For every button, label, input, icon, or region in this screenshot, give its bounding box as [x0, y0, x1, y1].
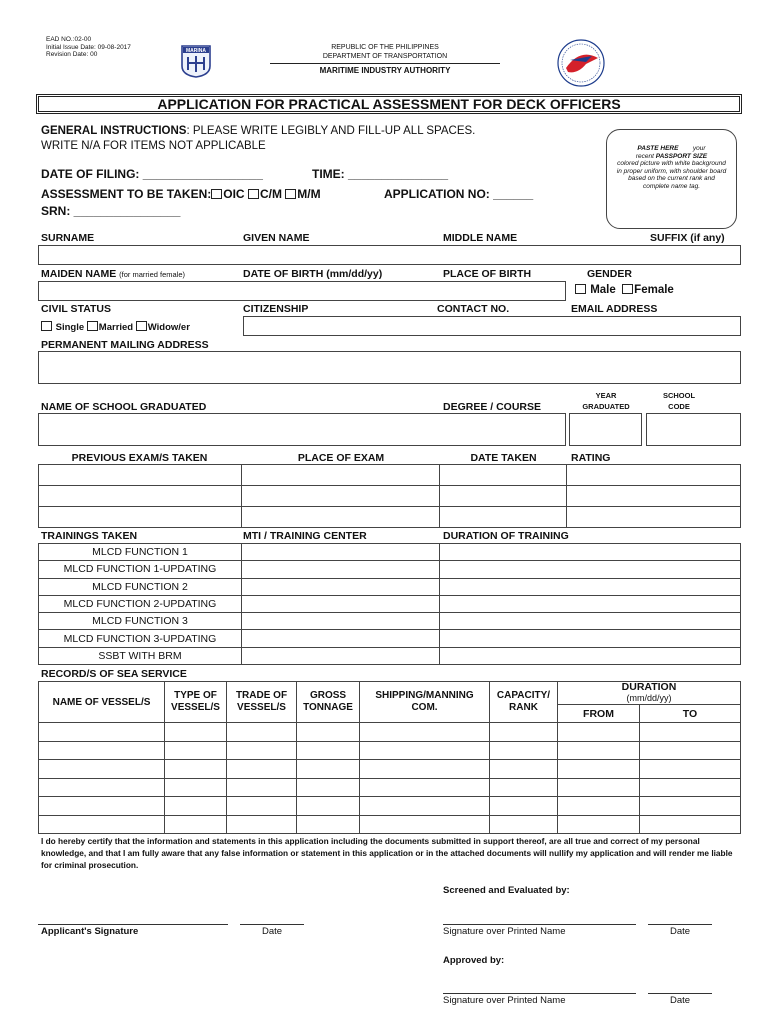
training-row[interactable]	[39, 613, 741, 630]
vessel-name-header: NAME OF VESSEL/S	[39, 682, 165, 723]
approved-label: Approved by:	[443, 955, 505, 966]
instructions-line1: : PLEASE WRITE LEGIBLY AND FILL-UP ALL SPACES.	[186, 125, 476, 137]
dotr-logo-icon	[556, 38, 606, 88]
training-row[interactable]	[39, 544, 741, 561]
mailing-label: PERMANENT MAILING ADDRESS	[41, 339, 209, 351]
date-of-filing[interactable]: DATE OF FILING: __________________	[41, 167, 263, 181]
contact-label: CONTACT NO.	[437, 303, 510, 315]
exam-row[interactable]	[39, 465, 741, 486]
exam-row[interactable]	[39, 486, 741, 507]
agency-text: MARITIME INDUSTRY AUTHORITY	[319, 66, 451, 75]
widow-label: Widow/er	[147, 322, 190, 333]
photo-rest: colored picture with white background in proper uniform, with shoulder board based on the current rank and complete name tag.	[616, 160, 727, 190]
suffix-label: SUFFIX (if any)	[650, 232, 725, 244]
school-input[interactable]	[38, 413, 566, 446]
applicant-signature-line[interactable]	[38, 924, 228, 925]
exam-row[interactable]	[39, 507, 741, 528]
citizenship-input-row[interactable]	[243, 316, 741, 336]
form-title: APPLICATION FOR PRACTICAL ASSESSMENT FOR DECK OFFICERS	[157, 96, 621, 112]
citizenship-label: CITIZENSHIP	[243, 303, 309, 315]
exams-table[interactable]	[38, 464, 741, 528]
screener-date-label: Date	[669, 926, 691, 937]
dotr-logo	[556, 38, 606, 88]
header-block	[270, 43, 500, 61]
given-name-label: GIVEN NAME	[243, 232, 310, 244]
paste-here: PASTE HERE	[637, 145, 679, 152]
instructions-line2: WRITE N/A FOR ITEMS NOT APPLICABLE	[41, 140, 266, 152]
vessel-trade-header: TRADE OF VESSEL/S	[227, 682, 297, 723]
issue-date: Initial Issue Date: 09-08-2017	[46, 43, 131, 51]
single-label: Single	[55, 322, 85, 333]
previous-exams-label: PREVIOUS EXAM/S TAKEN	[71, 452, 208, 464]
maiden-input-row[interactable]	[38, 281, 566, 301]
sea-service-table[interactable]	[38, 681, 741, 834]
screener-signature-line[interactable]	[443, 924, 636, 925]
capacity-header: CAPACITY/ RANK	[490, 682, 558, 723]
screener-printed-name: Signature over Printed Name	[443, 926, 566, 937]
training-row[interactable]	[39, 578, 741, 595]
marina-logo-icon	[180, 44, 212, 78]
sea-service-row[interactable]	[39, 741, 741, 760]
civil-status-options	[41, 321, 190, 333]
sea-service-row[interactable]	[39, 797, 741, 816]
training-name: MLCD FUNCTION 3-UPDATING	[39, 630, 242, 647]
school-code-input[interactable]	[646, 413, 741, 446]
time-field[interactable]: TIME: _______________	[312, 167, 449, 181]
mm-checkbox[interactable]	[285, 189, 296, 199]
widow-checkbox[interactable]	[136, 321, 147, 331]
photo-instructions	[615, 145, 728, 190]
single-checkbox[interactable]	[41, 321, 52, 331]
training-name: MLCD FUNCTION 2-UPDATING	[39, 595, 242, 612]
male-label: Male	[590, 284, 616, 296]
training-name: MLCD FUNCTION 3	[39, 613, 242, 630]
to-header: TO	[640, 705, 741, 723]
svg-text:MARINA: MARINA	[186, 48, 206, 54]
photo-passport: PASSPORT SIZE	[655, 152, 708, 160]
applicant-signature-label: Applicant's Signature	[41, 926, 139, 937]
rating-label: RATING	[571, 452, 611, 464]
middle-name-label: MIDDLE NAME	[443, 232, 518, 244]
female-checkbox[interactable]	[622, 284, 633, 294]
male-checkbox[interactable]	[575, 284, 586, 294]
married-label: Married	[98, 322, 134, 333]
sea-header-row	[39, 682, 741, 705]
oic-checkbox[interactable]	[211, 189, 222, 199]
department-text: DEPARTMENT OF TRANSPORTATION	[322, 53, 448, 60]
approver-date-label: Date	[669, 995, 691, 1006]
ead-number: EAD NO.:02-00	[46, 36, 92, 43]
screener-date-line[interactable]	[648, 924, 712, 925]
place-of-exam-label: PLACE OF EXAM	[297, 452, 385, 464]
school-code-label: SCHOOL CODE	[662, 391, 696, 411]
training-name: SSBT WITH BRM	[39, 647, 242, 664]
oic-label: OIC	[223, 187, 245, 201]
year-input[interactable]	[569, 413, 642, 446]
email-label: EMAIL ADDRESS	[571, 303, 658, 315]
training-name: MLCD FUNCTION 1	[39, 544, 242, 561]
pob-label: PLACE OF BIRTH	[443, 268, 532, 280]
photo-recent: recent	[635, 152, 654, 160]
sea-service-heading: RECORD/S OF SEA SERVICE	[41, 668, 187, 680]
approver-printed-name: Signature over Printed Name	[443, 995, 566, 1006]
approver-signature-line[interactable]	[443, 993, 636, 994]
approver-date-line[interactable]	[648, 993, 712, 994]
photo-box[interactable]	[606, 129, 737, 229]
sea-service-row[interactable]	[39, 815, 741, 834]
header-rule	[270, 63, 500, 64]
sea-service-row[interactable]	[39, 723, 741, 742]
name-input-row[interactable]	[38, 245, 741, 265]
gender-label: GENDER	[587, 268, 632, 280]
assessment-row	[41, 187, 321, 201]
screened-label: Screened and Evaluated by:	[443, 885, 570, 896]
cm-label: C/M	[259, 187, 282, 201]
civil-status-label: CIVIL STATUS	[41, 303, 112, 315]
female-label: Female	[634, 284, 674, 296]
school-label: NAME OF SCHOOL GRADUATED	[41, 401, 207, 413]
doc-meta	[46, 36, 131, 59]
vessel-type-header: TYPE OF VESSEL/S	[165, 682, 227, 723]
surname-label: SURNAME	[41, 232, 95, 244]
married-checkbox[interactable]	[87, 321, 98, 331]
photo-your: your	[692, 145, 706, 152]
from-header: FROM	[558, 705, 640, 723]
revision-date: Revision Date: 00	[46, 51, 98, 58]
applicant-date-label: Date	[261, 926, 283, 937]
marina-logo	[180, 44, 212, 78]
date-taken-label: DATE TAKEN	[470, 452, 537, 464]
gross-tonnage-header: GROSS TONNAGE	[297, 682, 360, 723]
republic-text: REPUBLIC OF THE PHILIPPINES	[331, 44, 439, 51]
applicant-date-line[interactable]	[240, 924, 304, 925]
mailing-input[interactable]	[38, 351, 741, 384]
certification-text: I do hereby certify that the information and statements in this application including the documents submitted in support thereof, are all true and correct of my personal knowledge, and that I am fully aware that any false information or statement in this application or in the attached documents will nullify my application and will render me liable for criminal prosecution.	[41, 836, 733, 870]
degree-label: DEGREE / COURSE	[443, 401, 542, 413]
year-graduated-label: YEAR GRADUATED	[582, 391, 630, 411]
training-name: MLCD FUNCTION 1-UPDATING	[39, 561, 242, 578]
sea-service-row[interactable]	[39, 760, 741, 779]
mm-label: M/M	[297, 187, 321, 201]
shipping-header: SHIPPING/MANNING COM.	[360, 682, 490, 723]
maiden-name-label: MAIDEN NAME (for married female)	[41, 268, 186, 280]
training-row[interactable]	[39, 595, 741, 612]
cm-checkbox[interactable]	[248, 189, 259, 199]
gender-options	[575, 284, 674, 296]
duration-header: DURATION (mm/dd/yy)	[558, 682, 741, 705]
instructions	[41, 124, 475, 154]
assessment-label: ASSESSMENT TO BE TAKEN:	[41, 187, 212, 201]
training-row[interactable]	[39, 561, 741, 578]
training-row[interactable]	[39, 647, 741, 664]
trainings-label: TRAININGS TAKEN	[41, 530, 138, 542]
training-center-label: MTI / TRAINING CENTER	[243, 530, 367, 542]
trainings-table[interactable]	[38, 543, 741, 665]
training-name: MLCD FUNCTION 2	[39, 578, 242, 595]
training-duration-label: DURATION OF TRAINING	[443, 530, 569, 542]
srn-field[interactable]: SRN: ________________	[41, 204, 181, 218]
training-row[interactable]	[39, 630, 741, 647]
instructions-label: GENERAL INSTRUCTIONS	[41, 125, 187, 137]
maiden-note: (for married female)	[119, 270, 186, 279]
dob-label: DATE OF BIRTH (mm/dd/yy)	[243, 268, 383, 280]
sea-service-row[interactable]	[39, 778, 741, 797]
application-no[interactable]: APPLICATION NO: ______	[384, 187, 534, 201]
title-box	[36, 94, 742, 114]
